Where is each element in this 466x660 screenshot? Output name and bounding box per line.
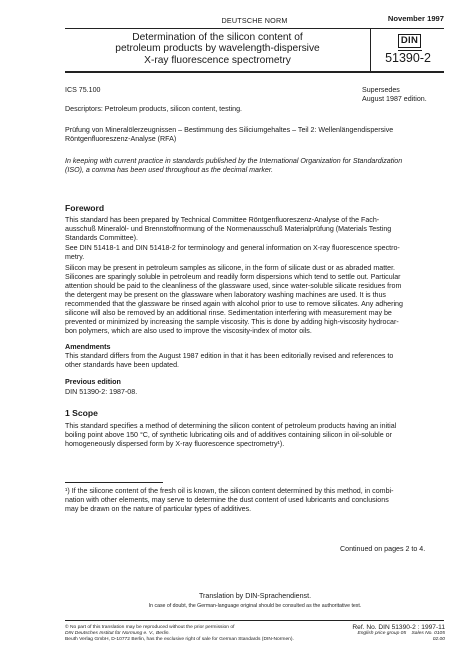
footnote-line: nation with other elements, may serve to determine the dust content of used lubricants and conclusions [65,496,389,504]
din-logo: DIN [398,34,421,48]
title-line: Determination of the silicon content of [132,32,303,43]
german-title-line: Röntgenfluoreszenz-Analyse (RFA) [65,135,177,143]
copyright-line: Beuth Verlag GmbH, D-10772 Berlin, has the exclusive right of sale for German Standards (DIN-Normen). [65,637,294,643]
foreword-line: Standards Committee). [65,234,138,242]
supersedes-label: Supersedes [362,86,400,94]
foreword-line: the detergent may be present on the glassware when laboratory washing machines are used. It is thus [65,291,386,299]
foreword-line: bon polymers, which are also used to improve the viscosity-index of motor oils. [65,327,312,335]
reference-block [310,624,445,643]
header-rule-bottom [65,71,444,73]
price-group: English price group 05 [357,631,407,636]
din-box [372,29,444,71]
amendments-line: other standards have been updated. [65,361,179,369]
scope-line: This standard specifies a method of determining the silicon content of petroleum products having an initial [65,422,397,430]
scope-heading: 1 Scope [65,408,98,418]
copyright-line: © No part of this translation may be reproduced without the prior permission of [65,625,235,630]
translation-credit: Translation by DIN-Sprachendienst. [198,592,312,600]
foreword-line: Silicones are sparingly soluble in petroleum and readily form dispersions which tend to settle out. Particular [65,273,401,281]
footnote-line: may be drawn on the nature of particular types of additives. [65,505,252,513]
iso-note-line: (ISO), a comma has been used throughout as the decimal marker. [65,166,273,174]
continued-note: Continued on pages 2 to 4. [340,545,426,553]
foreword-line: recommended that the glassware be rinsed again with alcohol prior to use to remove silicates. Any adhering [65,300,403,308]
descriptors: Descriptors: Petroleum products, silicon content, testing. [65,105,243,113]
reference-number: Ref. No. DIN 51390-2 : 1997-11 [352,624,445,631]
scope-line: homogeneously dispersed form by X-ray fluorescence spectrometry¹). [65,440,285,448]
foreword-line: This standard has been prepared by Technical Committee Röntgenfluoreszenz-Analyse of the Fach- [65,216,380,224]
previous-edition-heading: Previous edition [65,377,121,386]
title-line: X-ray fluorescence spectrometry [144,54,291,66]
foreword-line: ausschuß Mineralöl- und Brennstoffnormung of the Normenausschuß Materialprüfung (Materials Testing [65,225,392,233]
scope-line: boiling point above 150 °C, of synthetic lubricating oils and of additives containing silicon in oil-soluble or [65,431,392,439]
iso-note-line: In keeping with current practice in standards published by the International Organization for Standardization [65,157,403,165]
foreword-line: metry. [65,253,85,261]
amendments-line: This standard differs from the August 1987 edition in that it has been editorially revised and references to [65,352,394,360]
header-top-line [65,14,444,28]
standard-type: DEUTSCHE NORM [221,16,288,25]
edition-code: 02.00 [432,637,445,643]
foreword-line: See DIN 51418-1 and DIN 51418-2 for terminology and general information on X-ray fluorescence spectro- [65,244,400,252]
supersedes-edition: August 1987 edition. [362,95,427,103]
copyright-block [65,625,315,644]
foreword-line: Silicon may be present in petroleum samples as silicone, in the form of silicate dust or as abraded matter. [65,264,396,272]
standard-number: 51390-2 [385,51,431,65]
document-title [71,32,364,66]
authoritative-text-note: In case of doubt, the German-language original should be consulted as the authoritative text. [148,603,362,609]
german-title-line: Prüfung von Mineralölerzeugnissen – Bestimmung des Siliciumgehaltes – Teil 2: Wellenlängendispersive [65,126,394,134]
issue-date: November 1997 [387,14,444,23]
title-box [65,29,371,71]
foreword-heading: Foreword [65,203,105,213]
previous-edition-text: DIN 51390-2: 1987-08. [65,388,138,396]
footer-rule [65,620,444,621]
foreword-line: silicone will also be removed by an additional rinse. Sedimentation interfering with measurement may be [65,309,392,317]
footnote-line: ¹) If the silicone content of the fresh oil is known, the silicon content determined by this method, in combi- [65,487,394,495]
ics-code: ICS 75.100 [65,86,101,94]
foreword-line: prevented or minimized by increasing the sample viscosity. This is done by adding high-viscosity hydrocar- [65,318,399,326]
copyright-line: DIN Deutsches Institut für Normung e. V., Berlin. [65,631,170,637]
title-line: petroleum products by wavelength-dispersive [115,43,320,55]
foreword-line: attention should be paid to the cleanliness of the glassware used, since water-soluble silicate residues from [65,282,402,290]
amendments-heading: Amendments [65,342,111,351]
sales-number: Sales No. 0105 [411,631,445,636]
footnote-rule [65,482,163,483]
